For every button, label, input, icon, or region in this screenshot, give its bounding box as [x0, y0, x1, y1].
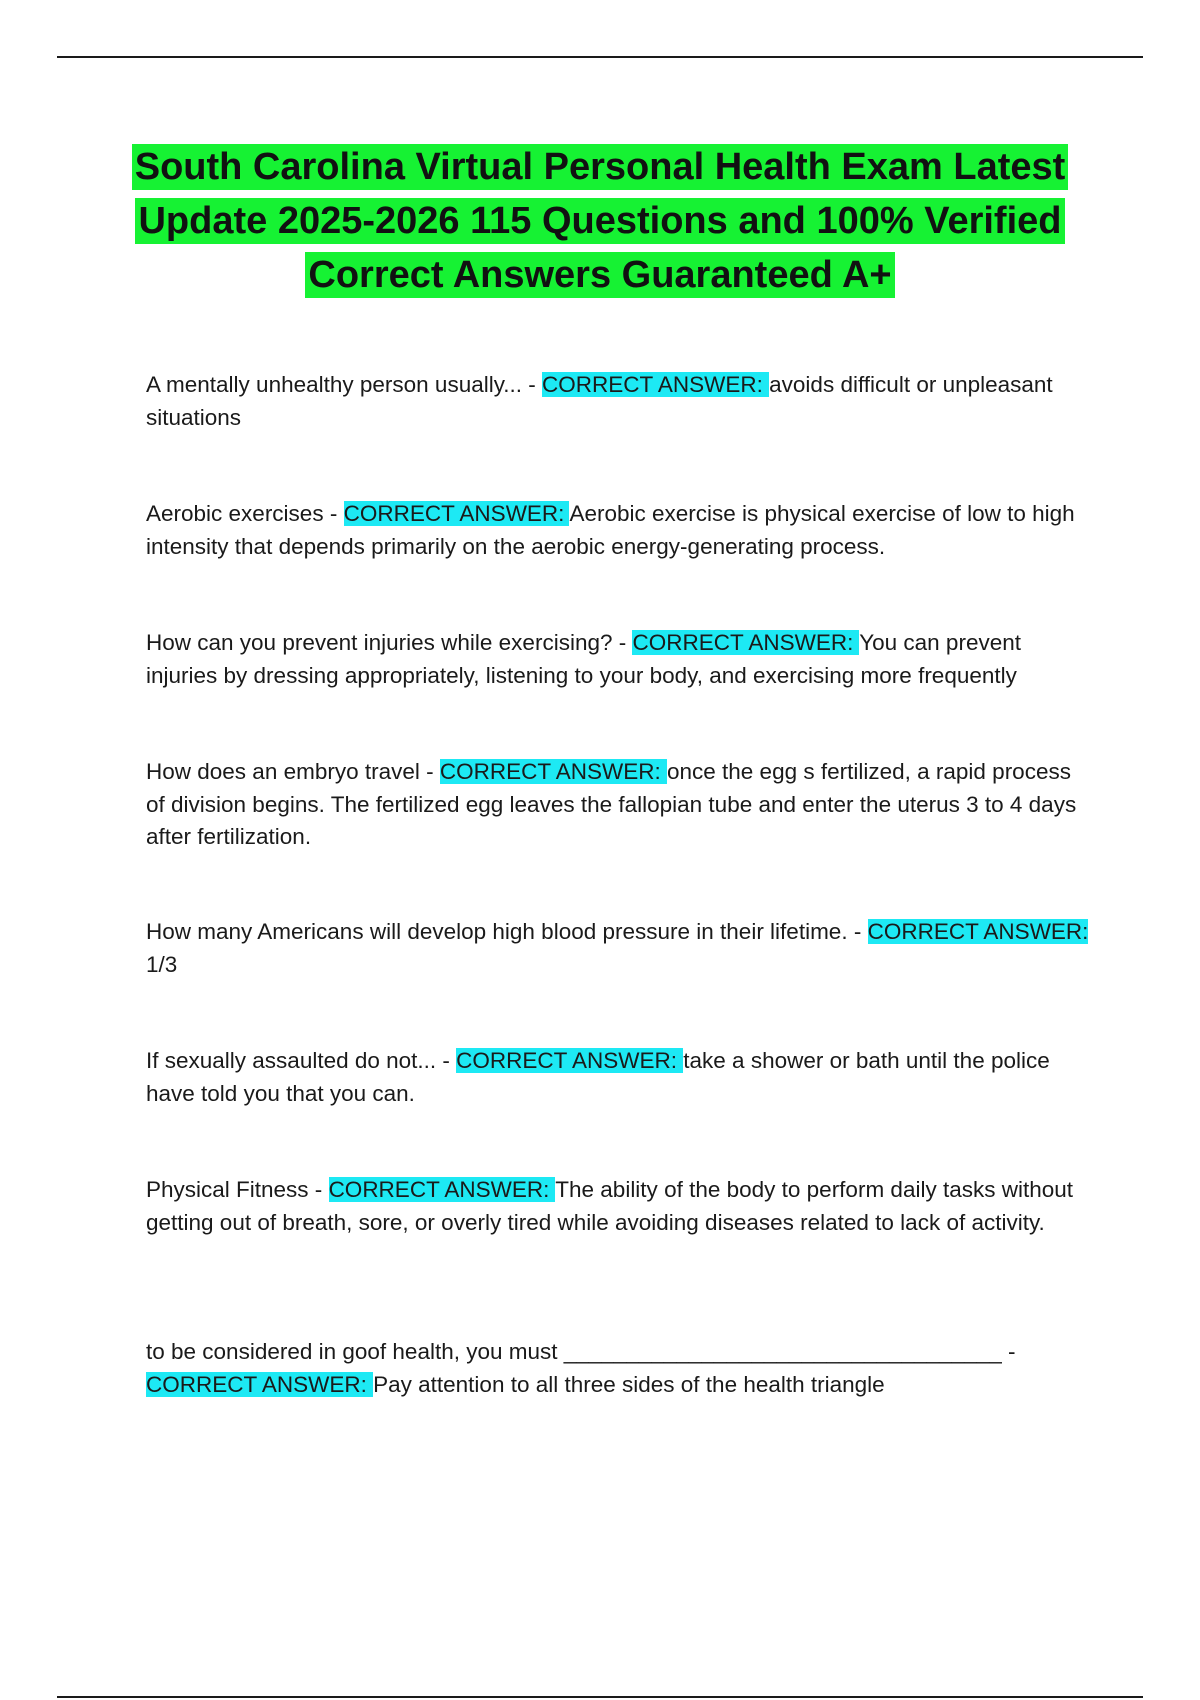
question-text: How can you prevent injuries while exercising? - [146, 630, 633, 655]
correct-answer-tag: CORRECT ANSWER: [632, 630, 860, 655]
correct-answer-tag: CORRECT ANSWER: [456, 1048, 684, 1073]
document-title-text: South Carolina Virtual Personal Health Exam Latest Update 2025-2026 115 Questions and 100% Verified Correct Answers Guaranteed A+ [132, 144, 1069, 298]
qa-item [146, 916, 1091, 981]
answer-text: avoids difficult or unpleasant situations [146, 372, 1053, 430]
question-text: Physical Fitness - [146, 1177, 329, 1202]
qa-item [146, 1045, 1091, 1110]
answer-text: 1/3 [146, 951, 178, 977]
answer-text: Pay attention to all three sides of the health triangle [373, 1371, 885, 1397]
bottom-rule [57, 1696, 1143, 1698]
answer-text: Aerobic exercise is physical exercise of low to high intensity that depends primarily on the aerobic energy-generating process. [146, 501, 1075, 559]
answer-text: take a shower or bath until the police have told you that you can. [146, 1048, 1050, 1106]
answer-text: You can prevent injuries by dressing appropriately, listening to your body, and exercising more frequently [146, 630, 1021, 688]
question-text: A mentally unhealthy person usually... - [146, 372, 543, 397]
correct-answer-tag: CORRECT ANSWER: [867, 919, 1089, 944]
answer-text: once the egg s fertilized, a rapid process of division begins. The fertilized egg leaves the fallopian tube and enter the uterus 3 to 4 days after fertilization. [146, 759, 1077, 849]
correct-answer-tag: CORRECT ANSWER: [439, 759, 667, 784]
question-text: to be considered in goof health, you must ___________________________________ - [146, 1339, 1016, 1364]
question-text: If sexually assaulted do not... - [146, 1048, 457, 1073]
correct-answer-tag: CORRECT ANSWER: [146, 1371, 374, 1397]
qa-item [146, 756, 1091, 854]
question-text: How many Americans will develop high blood pressure in their lifetime. - [146, 919, 868, 944]
correct-answer-tag: CORRECT ANSWER: [542, 372, 770, 397]
qa-item [146, 1336, 1091, 1401]
top-rule [57, 56, 1143, 58]
answer-text: The ability of the body to perform daily tasks without getting out of breath, sore, or overly tired while avoiding diseases related to lack of activity. [146, 1177, 1074, 1235]
qa-item [146, 369, 1091, 434]
question-text: Aerobic exercises - [146, 501, 344, 526]
qa-item [146, 627, 1091, 692]
correct-answer-tag: CORRECT ANSWER: [343, 501, 570, 526]
correct-answer-tag: CORRECT ANSWER: [328, 1177, 556, 1202]
document-title [100, 140, 1100, 302]
qa-item [146, 1174, 1091, 1239]
question-text: How does an embryo travel - [146, 759, 440, 784]
qa-item [146, 498, 1091, 563]
